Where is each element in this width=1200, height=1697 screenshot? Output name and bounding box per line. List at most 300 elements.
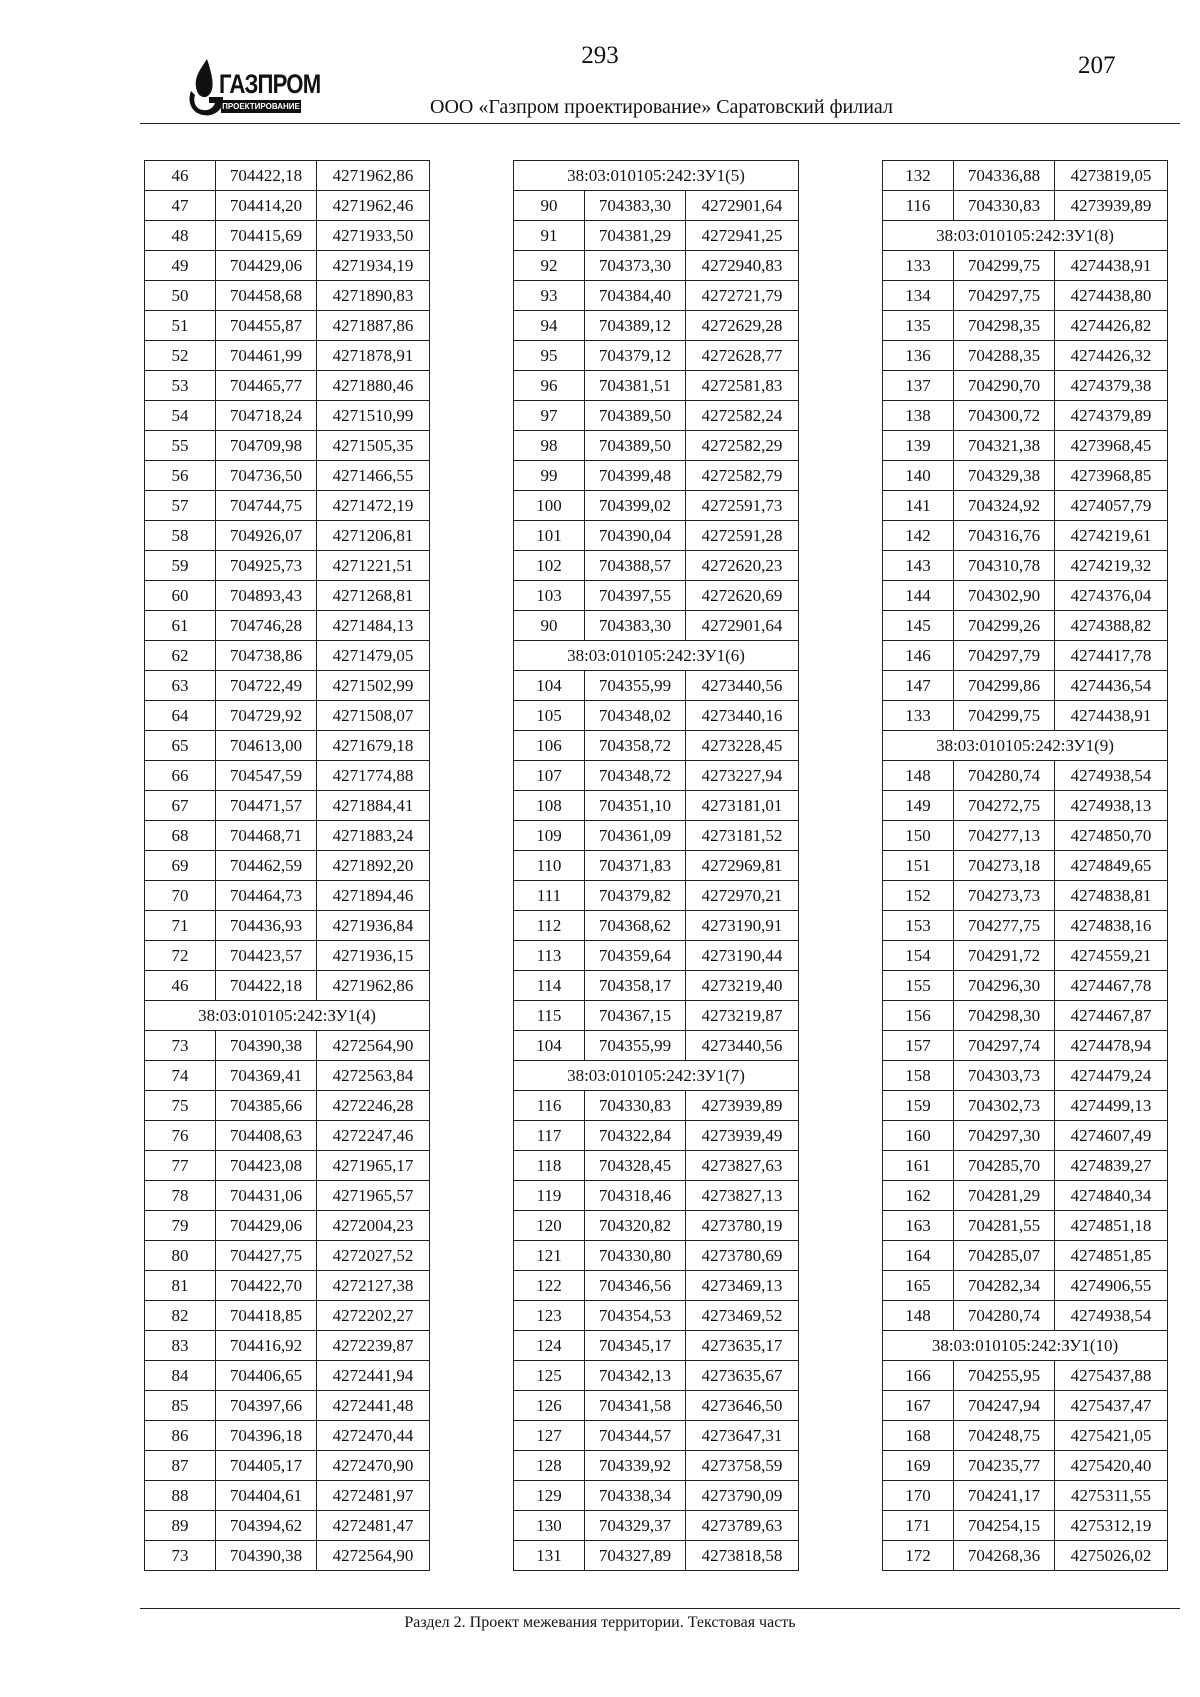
x-coordinate: 704390,04 [585,521,686,551]
y-coordinate: 4271894,46 [317,881,430,911]
y-coordinate: 4271679,18 [317,731,430,761]
parcel-header-row [883,1331,1168,1361]
point-number: 75 [145,1091,216,1121]
coordinates-table-2 [513,160,799,1571]
point-number: 133 [883,251,954,281]
table-row [145,1151,430,1181]
x-coordinate: 704248,75 [954,1421,1055,1451]
y-coordinate: 4274219,32 [1055,551,1168,581]
table-row [883,1151,1168,1181]
table-row [883,881,1168,911]
point-number: 76 [145,1121,216,1151]
y-coordinate: 4272969,81 [686,851,799,881]
table-row [883,401,1168,431]
table-row [883,1001,1168,1031]
x-coordinate: 704368,62 [585,911,686,941]
gazprom-logo [185,55,321,119]
parcel-id: 38:03:010105:242:ЗУ1(9) [883,731,1168,761]
y-coordinate: 4274388,82 [1055,611,1168,641]
x-coordinate: 704427,75 [216,1241,317,1271]
table-row [145,971,430,1001]
y-coordinate: 4272620,69 [686,581,799,611]
x-coordinate: 704330,83 [954,191,1055,221]
table-row [514,251,799,281]
table-row [883,821,1168,851]
x-coordinate: 704336,88 [954,161,1055,191]
table-row [514,431,799,461]
x-coordinate: 704423,08 [216,1151,317,1181]
point-number: 101 [514,521,585,551]
x-coordinate: 704431,06 [216,1181,317,1211]
point-number: 102 [514,551,585,581]
y-coordinate: 4272901,64 [686,191,799,221]
x-coordinate: 704471,57 [216,791,317,821]
table-row [514,1451,799,1481]
x-coordinate: 704298,35 [954,311,1055,341]
y-coordinate: 4272582,24 [686,401,799,431]
table-row [883,851,1168,881]
point-number: 162 [883,1181,954,1211]
point-number: 105 [514,701,585,731]
point-number: 163 [883,1211,954,1241]
table-row [883,791,1168,821]
point-number: 104 [514,671,585,701]
header-rule [140,123,1180,124]
point-number: 111 [514,881,585,911]
table-row [514,1211,799,1241]
y-coordinate: 4274499,13 [1055,1091,1168,1121]
table-row [883,671,1168,701]
table-row [145,1181,430,1211]
y-coordinate: 4274850,70 [1055,821,1168,851]
x-coordinate: 704316,76 [954,521,1055,551]
point-number: 142 [883,521,954,551]
point-number: 148 [883,761,954,791]
table-row [883,1511,1168,1541]
x-coordinate: 704709,98 [216,431,317,461]
sheet-number: 207 [1078,52,1116,79]
table-row [883,341,1168,371]
y-coordinate: 4274838,81 [1055,881,1168,911]
table-row [883,281,1168,311]
y-coordinate: 4271466,55 [317,461,430,491]
y-coordinate: 4273939,89 [1055,191,1168,221]
table-row [514,701,799,731]
x-coordinate: 704299,75 [954,701,1055,731]
table-row [145,371,430,401]
table-row [145,1121,430,1151]
y-coordinate: 4274438,80 [1055,281,1168,311]
x-coordinate: 704241,17 [954,1481,1055,1511]
y-coordinate: 4273440,56 [686,1031,799,1061]
x-coordinate: 704338,34 [585,1481,686,1511]
point-number: 70 [145,881,216,911]
point-number: 170 [883,1481,954,1511]
point-number: 89 [145,1511,216,1541]
y-coordinate: 4274376,04 [1055,581,1168,611]
y-coordinate: 4275026,02 [1055,1541,1168,1571]
table-row [145,401,430,431]
table-row [145,611,430,641]
point-number: 169 [883,1451,954,1481]
x-coordinate: 704746,28 [216,611,317,641]
y-coordinate: 4271502,99 [317,671,430,701]
y-coordinate: 4272582,79 [686,461,799,491]
point-number: 137 [883,371,954,401]
point-number: 104 [514,1031,585,1061]
y-coordinate: 4271510,99 [317,401,430,431]
x-coordinate: 704324,92 [954,491,1055,521]
y-coordinate: 4271934,19 [317,251,430,281]
point-number: 115 [514,1001,585,1031]
point-number: 50 [145,281,216,311]
point-number: 47 [145,191,216,221]
y-coordinate: 4273819,05 [1055,161,1168,191]
table-row [514,1241,799,1271]
x-coordinate: 704291,72 [954,941,1055,971]
table-row [514,1181,799,1211]
y-coordinate: 4271472,19 [317,491,430,521]
table-row [883,701,1168,731]
point-number: 132 [883,161,954,191]
point-number: 90 [514,611,585,641]
point-number: 119 [514,1181,585,1211]
table-row [145,521,430,551]
x-coordinate: 704329,38 [954,461,1055,491]
table-row [883,1451,1168,1481]
x-coordinate: 704280,74 [954,761,1055,791]
point-number: 153 [883,911,954,941]
coordinates-table-3 [882,160,1168,1571]
x-coordinate: 704388,57 [585,551,686,581]
y-coordinate: 4274426,82 [1055,311,1168,341]
point-number: 120 [514,1211,585,1241]
y-coordinate: 4273939,89 [686,1091,799,1121]
org-name: ООО «Газпром проектирование» Саратовский филиал [430,96,893,118]
table-row [883,1481,1168,1511]
y-coordinate: 4274057,79 [1055,491,1168,521]
x-coordinate: 704303,73 [954,1061,1055,1091]
x-coordinate: 704321,38 [954,431,1055,461]
table-row [514,1481,799,1511]
y-coordinate: 4271484,13 [317,611,430,641]
y-coordinate: 4273440,56 [686,671,799,701]
point-number: 99 [514,461,585,491]
point-number: 95 [514,341,585,371]
table-row [514,1091,799,1121]
table-row [145,1481,430,1511]
point-number: 154 [883,941,954,971]
point-number: 69 [145,851,216,881]
x-coordinate: 704893,43 [216,581,317,611]
point-number: 147 [883,671,954,701]
point-number: 124 [514,1331,585,1361]
table-row [145,821,430,851]
table-row [145,671,430,701]
x-coordinate: 704344,57 [585,1421,686,1451]
x-coordinate: 704285,70 [954,1151,1055,1181]
y-coordinate: 4274607,49 [1055,1121,1168,1151]
x-coordinate: 704367,15 [585,1001,686,1031]
table-row [145,1271,430,1301]
y-coordinate: 4273789,63 [686,1511,799,1541]
y-coordinate: 4272441,48 [317,1391,430,1421]
x-coordinate: 704299,75 [954,251,1055,281]
x-coordinate: 704254,15 [954,1511,1055,1541]
table-row [514,1151,799,1181]
point-number: 71 [145,911,216,941]
y-coordinate: 4272721,79 [686,281,799,311]
point-number: 46 [145,161,216,191]
y-coordinate: 4271505,35 [317,431,430,461]
point-number: 151 [883,851,954,881]
table-row [514,551,799,581]
point-number: 123 [514,1301,585,1331]
point-number: 112 [514,911,585,941]
point-number: 110 [514,851,585,881]
y-coordinate: 4271883,24 [317,821,430,851]
point-number: 156 [883,1001,954,1031]
table-row [883,1211,1168,1241]
y-coordinate: 4271774,88 [317,761,430,791]
y-coordinate: 4271965,57 [317,1181,430,1211]
table-row [883,1091,1168,1121]
y-coordinate: 4273228,45 [686,731,799,761]
x-coordinate: 704282,34 [954,1271,1055,1301]
x-coordinate: 704373,30 [585,251,686,281]
point-number: 136 [883,341,954,371]
table-row [514,881,799,911]
parcel-id: 38:03:010105:242:ЗУ1(10) [883,1331,1168,1361]
parcel-id: 38:03:010105:242:ЗУ1(4) [145,1001,430,1031]
point-number: 160 [883,1121,954,1151]
x-coordinate: 704329,37 [585,1511,686,1541]
table-row [145,221,430,251]
y-coordinate: 4273827,63 [686,1151,799,1181]
point-number: 172 [883,1541,954,1571]
parcel-id: 38:03:010105:242:ЗУ1(6) [514,641,799,671]
x-coordinate: 704302,73 [954,1091,1055,1121]
table-row [514,761,799,791]
table-row [145,551,430,581]
y-coordinate: 4273780,19 [686,1211,799,1241]
point-number: 67 [145,791,216,821]
point-number: 155 [883,971,954,1001]
x-coordinate: 704429,06 [216,1211,317,1241]
point-number: 79 [145,1211,216,1241]
table-row [514,611,799,641]
point-number: 73 [145,1541,216,1571]
y-coordinate: 4272481,47 [317,1511,430,1541]
point-number: 97 [514,401,585,431]
y-coordinate: 4272941,25 [686,221,799,251]
table-row [883,1181,1168,1211]
table-row [145,1061,430,1091]
table-row [514,1001,799,1031]
x-coordinate: 704389,50 [585,431,686,461]
point-number: 161 [883,1151,954,1181]
x-coordinate: 704280,74 [954,1301,1055,1331]
parcel-id: 38:03:010105:242:ЗУ1(5) [514,161,799,191]
table-row [514,221,799,251]
x-coordinate: 704394,62 [216,1511,317,1541]
x-coordinate: 704415,69 [216,221,317,251]
point-number: 116 [514,1091,585,1121]
x-coordinate: 704285,07 [954,1241,1055,1271]
y-coordinate: 4275437,88 [1055,1361,1168,1391]
x-coordinate: 704345,17 [585,1331,686,1361]
y-coordinate: 4274840,34 [1055,1181,1168,1211]
table-row [514,1361,799,1391]
y-coordinate: 4274379,89 [1055,401,1168,431]
table-row [514,1391,799,1421]
y-coordinate: 4272027,52 [317,1241,430,1271]
x-coordinate: 704423,57 [216,941,317,971]
point-number: 49 [145,251,216,281]
x-coordinate: 704355,99 [585,671,686,701]
table-row [514,311,799,341]
y-coordinate: 4274426,32 [1055,341,1168,371]
x-coordinate: 704273,73 [954,881,1055,911]
y-coordinate: 4271880,46 [317,371,430,401]
x-coordinate: 704383,30 [585,611,686,641]
x-coordinate: 704436,93 [216,911,317,941]
point-number: 53 [145,371,216,401]
point-number: 82 [145,1301,216,1331]
point-number: 100 [514,491,585,521]
y-coordinate: 4272246,28 [317,1091,430,1121]
table-row [883,1361,1168,1391]
y-coordinate: 4273827,13 [686,1181,799,1211]
table-row [514,1511,799,1541]
x-coordinate: 704738,86 [216,641,317,671]
table-row [145,1091,430,1121]
y-coordinate: 4271936,15 [317,941,430,971]
point-number: 143 [883,551,954,581]
point-number: 48 [145,221,216,251]
point-number: 98 [514,431,585,461]
x-coordinate: 704255,95 [954,1361,1055,1391]
table-row [514,1331,799,1361]
table-row [514,1271,799,1301]
y-coordinate: 4272563,84 [317,1061,430,1091]
table-row [514,911,799,941]
y-coordinate: 4273181,01 [686,791,799,821]
y-coordinate: 4274559,21 [1055,941,1168,971]
x-coordinate: 704369,41 [216,1061,317,1091]
table-row [883,1271,1168,1301]
table-row [145,1451,430,1481]
y-coordinate: 4272564,90 [317,1031,430,1061]
table-row [514,1031,799,1061]
y-coordinate: 4271962,46 [317,191,430,221]
point-number: 92 [514,251,585,281]
x-coordinate: 704281,55 [954,1211,1055,1241]
y-coordinate: 4274478,94 [1055,1031,1168,1061]
table-row [145,1541,430,1571]
x-coordinate: 704385,66 [216,1091,317,1121]
point-number: 56 [145,461,216,491]
point-number: 81 [145,1271,216,1301]
x-coordinate: 704235,77 [954,1451,1055,1481]
point-number: 167 [883,1391,954,1421]
y-coordinate: 4272481,97 [317,1481,430,1511]
table-row [883,581,1168,611]
table-row [514,491,799,521]
point-number: 122 [514,1271,585,1301]
x-coordinate: 704330,83 [585,1091,686,1121]
x-coordinate: 704359,64 [585,941,686,971]
x-coordinate: 704468,71 [216,821,317,851]
x-coordinate: 704299,26 [954,611,1055,641]
y-coordinate: 4275312,19 [1055,1511,1168,1541]
y-coordinate: 4273190,44 [686,941,799,971]
y-coordinate: 4271962,86 [317,161,430,191]
x-coordinate: 704547,59 [216,761,317,791]
y-coordinate: 4272239,87 [317,1331,430,1361]
point-number: 138 [883,401,954,431]
y-coordinate: 4273219,40 [686,971,799,1001]
point-number: 58 [145,521,216,551]
table-row [514,971,799,1001]
table-row [883,1121,1168,1151]
y-coordinate: 4273968,45 [1055,431,1168,461]
x-coordinate: 704390,38 [216,1541,317,1571]
y-coordinate: 4271479,05 [317,641,430,671]
x-coordinate: 704414,20 [216,191,317,221]
x-coordinate: 704416,92 [216,1331,317,1361]
point-number: 55 [145,431,216,461]
table-row [145,881,430,911]
x-coordinate: 704300,72 [954,401,1055,431]
point-number: 73 [145,1031,216,1061]
x-coordinate: 704361,09 [585,821,686,851]
y-coordinate: 4274849,65 [1055,851,1168,881]
y-coordinate: 4274938,54 [1055,761,1168,791]
point-number: 126 [514,1391,585,1421]
y-coordinate: 4274438,91 [1055,251,1168,281]
table-row [514,671,799,701]
y-coordinate: 4273647,31 [686,1421,799,1451]
y-coordinate: 4271268,81 [317,581,430,611]
x-coordinate: 704383,30 [585,191,686,221]
point-number: 108 [514,791,585,821]
y-coordinate: 4274436,54 [1055,671,1168,701]
x-coordinate: 704281,29 [954,1181,1055,1211]
x-coordinate: 704461,99 [216,341,317,371]
y-coordinate: 4273440,16 [686,701,799,731]
x-coordinate: 704358,17 [585,971,686,1001]
table-row [145,701,430,731]
page-number: 293 [581,42,619,69]
x-coordinate: 704397,66 [216,1391,317,1421]
y-coordinate: 4271892,20 [317,851,430,881]
y-coordinate: 4272247,46 [317,1121,430,1151]
y-coordinate: 4271962,86 [317,971,430,1001]
point-number: 66 [145,761,216,791]
point-number: 84 [145,1361,216,1391]
point-number: 166 [883,1361,954,1391]
y-coordinate: 4274467,78 [1055,971,1168,1001]
table-row [145,731,430,761]
point-number: 83 [145,1331,216,1361]
point-number: 145 [883,611,954,641]
point-number: 164 [883,1241,954,1271]
y-coordinate: 4274851,85 [1055,1241,1168,1271]
x-coordinate: 704399,02 [585,491,686,521]
point-number: 141 [883,491,954,521]
point-number: 134 [883,281,954,311]
